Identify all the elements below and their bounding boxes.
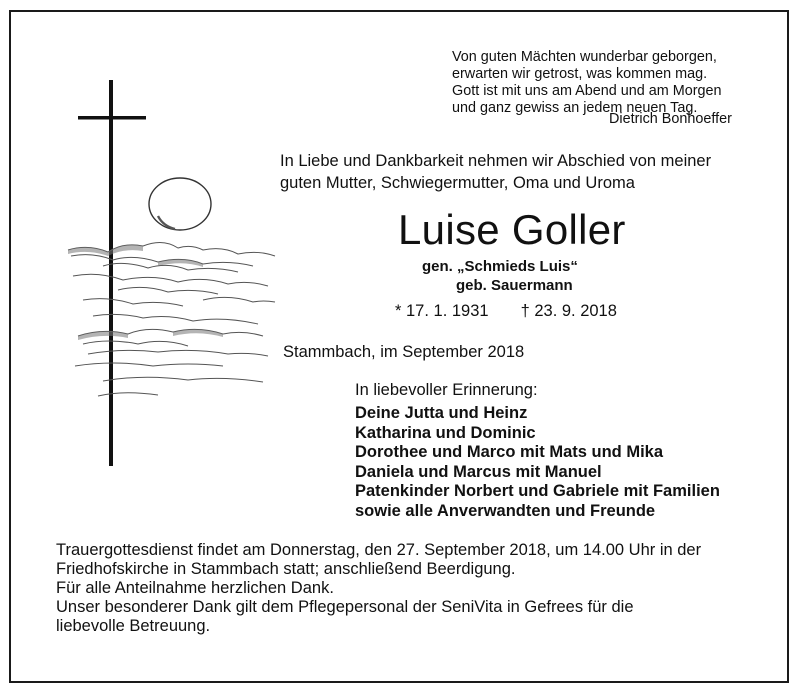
deceased-name: Luise Goller (398, 206, 626, 253)
poem-line: Von guten Mächten wunderbar geborgen, (452, 49, 717, 65)
deceased-birth-name: geb. Sauermann (456, 277, 573, 294)
death-date: † 23. 9. 2018 (520, 302, 617, 320)
place-date: Stammbach, im September 2018 (283, 343, 525, 361)
intro-line: guten Mutter, Schwiegermutter, Oma und Uroma (280, 174, 635, 192)
mourners-list (355, 404, 720, 521)
poem-line: und ganz gewiss an jedem neuen Tag. (452, 100, 698, 116)
notice-line: Trauergottesdienst findet am Donnerstag, den 27. September 2018, um 14.00 Uhr in der (56, 541, 702, 559)
intro-line: In Liebe und Dankbarkeit nehmen wir Abschied von meiner (280, 152, 712, 170)
mourner-line: Deine Jutta und Heinz (355, 404, 528, 422)
life-dates (395, 302, 617, 321)
mourner-line: sowie alle Anverwandten und Freunde (355, 501, 656, 520)
farewell-intro (280, 150, 711, 194)
poem-line: erwarten wir getrost, was kommen mag. (452, 66, 708, 82)
poem-author: Dietrich Bonhoeffer (609, 111, 732, 127)
bonhoeffer-poem (452, 49, 722, 117)
service-notice (56, 541, 701, 636)
notice-line: Unser besonderer Dank gilt dem Pflegepersonal der SeniVita in Gefrees für die (56, 598, 634, 616)
sun-landscape-icon (63, 176, 278, 411)
mourner-line: Katharina und Dominic (355, 423, 536, 442)
notice-line: Friedhofskirche in Stammbach statt; anschließend Beerdigung. (56, 560, 516, 578)
mourner-line: Dorothee und Marco mit Mats und Mika (355, 443, 664, 461)
poem-line: Gott ist mit uns am Abend und am Morgen (452, 83, 722, 99)
deceased-nickname: gen. „Schmieds Luis“ (422, 258, 578, 275)
notice-line: liebevolle Betreuung. (56, 617, 211, 635)
birth-date: * 17. 1. 1931 (395, 302, 489, 320)
notice-line: Für alle Anteilnahme herzlichen Dank. (56, 579, 334, 597)
mourner-line: Daniela und Marcus mit Manuel (355, 462, 602, 481)
memory-heading: In liebevoller Erinnerung: (355, 381, 538, 399)
mourner-line: Patenkinder Norbert und Gabriele mit Familien (355, 482, 720, 500)
